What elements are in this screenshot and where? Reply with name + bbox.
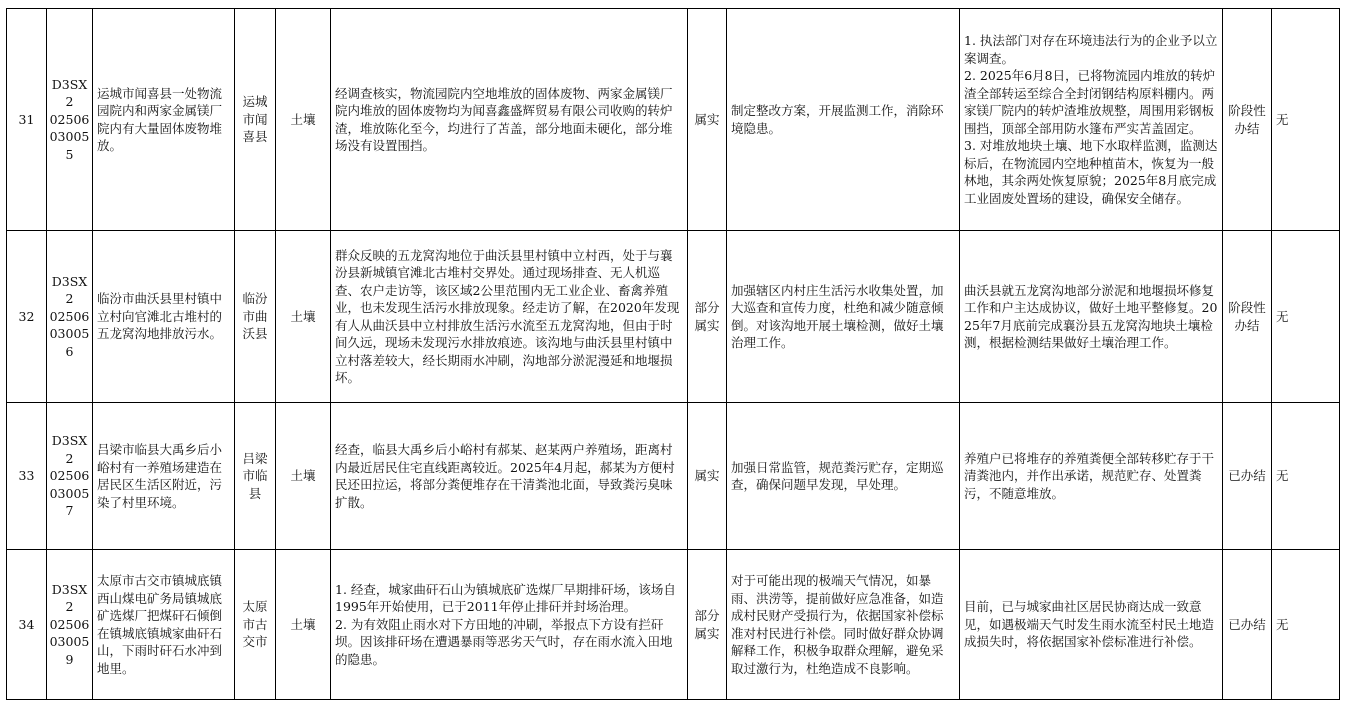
table-row <box>7 231 1340 403</box>
verification-verdict: 属实 <box>688 9 727 231</box>
completion-status: 阶段性办结 <box>1223 9 1272 231</box>
rectification-plan: 对于可能出现的极端天气情况，如暴雨、洪涝等，提前做好应急准备，如造成村民财产受损行为，依据国家补偿标准对村民进行补偿。同时做好群众协调解释工作，积极争取群众理解，避免采取过激行为，杜绝造成不良影响。 <box>727 550 960 700</box>
rectification-progress: 1. 执法部门对存在环境违法行为的企业予以立案调查。 2. 2025年6月8日，已将物流园内堆放的转炉渣全部转运至综合全封闭钢结构原料棚内。两家镁厂院内的转炉渣堆放规整，周围用彩钢板围挡，顶部全部用防水篷布严实苫盖固定。 3. 对堆放地块土壤、地下水取样监测，监测达标后，在物流园内空地种植苗木，恢复为一般林地，其余两处恢复原貌；2025年8月底完成工业固废处置场的建设，确保安全储存。 <box>960 9 1223 231</box>
inspection-table <box>6 8 1340 700</box>
location: 吕梁市临县 <box>235 403 276 550</box>
rectification-plan: 制定整改方案，开展监测工作，消除环境隐患。 <box>727 9 960 231</box>
case-code: D3SX2 02506 03005 5 <box>47 9 93 231</box>
issue-description: 临汾市曲沃县里村镇中立村向官滩北古堆村的五龙窝沟地排放污水。 <box>93 231 235 403</box>
verification-verdict: 部分属实 <box>688 550 727 700</box>
investigation-result: 群众反映的五龙窝沟地位于曲沃县里村镇中立村西，处于与襄汾县新城镇官滩北古堆村交界处。通过现场排查、无人机巡查、农户走访等，该区域2公里范围内无工业企业、畜禽养殖业，也未发现生活污水排放现象。经走访了解，在2020年发现有人从曲沃县中立村排放生活污水流至五龙窝沟地，但由于时间久远，现场未发现污水排放痕迹。该沟地与曲沃县里村镇中立村落差较大，经长期雨水冲刷，沟地部分淤泥漫延和地堰损坏。 <box>331 231 688 403</box>
verification-verdict: 属实 <box>688 403 727 550</box>
pollution-type: 土壤 <box>276 403 331 550</box>
case-code: D3SX2 02506 03005 7 <box>47 403 93 550</box>
case-code: D3SX2 02506 03005 9 <box>47 550 93 700</box>
issue-description: 运城市闻喜县一处物流园院内和两家金属镁厂院内有大量固体废物堆放。 <box>93 9 235 231</box>
row-number: 33 <box>7 403 47 550</box>
table-row <box>7 403 1340 550</box>
row-number: 34 <box>7 550 47 700</box>
investigation-result: 1. 经查，城家曲矸石山为镇城底矿选煤厂早期排矸场，该场自1995年开始使用，已于2011年停止排矸并封场治理。 2. 为有效阻止雨水对下方田地的冲刷，举报点下方设有拦矸坝。因该排矸场在遭遇暴雨等恶劣天气时，存在雨水流入田地的隐患。 <box>331 550 688 700</box>
rectification-progress: 养殖户已将堆存的养殖粪便全部转移贮存于干清粪池内，并作出承诺，规范贮存、处置粪污，不随意堆放。 <box>960 403 1223 550</box>
location: 太原市古交市 <box>235 550 276 700</box>
table-row <box>7 550 1340 700</box>
row-number: 31 <box>7 9 47 231</box>
rectification-plan: 加强日常监管，规范粪污贮存，定期巡查，确保问题早发现，早处理。 <box>727 403 960 550</box>
pollution-type: 土壤 <box>276 231 331 403</box>
rectification-progress: 曲沃县就五龙窝沟地部分淤泥和地堰损坏修复工作和户主达成协议，做好土地平整修复。2025年7月底前完成襄汾县五龙窝沟地块土壤检测，根据检测结果做好土壤治理工作。 <box>960 231 1223 403</box>
rectification-progress: 目前，已与城家曲社区居民协商达成一致意见，如遇极端天气时发生雨水流至村民土地造成损失时，将依据国家补偿标准进行补偿。 <box>960 550 1223 700</box>
accountability: 无 <box>1272 9 1340 231</box>
completion-status: 已办结 <box>1223 550 1272 700</box>
rectification-plan: 加强辖区内村庄生活污水收集处置，加大巡查和宣传力度，杜绝和减少随意倾倒。对该沟地开展土壤检测，做好土壤治理工作。 <box>727 231 960 403</box>
issue-description: 吕梁市临县大禹乡后小峪村有一养殖场建造在居民区生活区附近，污染了村里环境。 <box>93 403 235 550</box>
issue-description: 太原市古交市镇城底镇西山煤电矿务局镇城底矿选煤厂把煤矸石倾倒在镇城底镇城家曲矸石山，下雨时矸石水冲到地里。 <box>93 550 235 700</box>
location: 运城市闻喜县 <box>235 9 276 231</box>
completion-status: 阶段性办结 <box>1223 231 1272 403</box>
row-number: 32 <box>7 231 47 403</box>
pollution-type: 土壤 <box>276 550 331 700</box>
accountability: 无 <box>1272 403 1340 550</box>
table-row <box>7 9 1340 231</box>
location: 临汾市曲沃县 <box>235 231 276 403</box>
accountability: 无 <box>1272 231 1340 403</box>
verification-verdict: 部分属实 <box>688 231 727 403</box>
pollution-type: 土壤 <box>276 9 331 231</box>
case-code: D3SX2 02506 03005 6 <box>47 231 93 403</box>
completion-status: 已办结 <box>1223 403 1272 550</box>
investigation-result: 经调查核实，物流园院内空地堆放的固体废物、两家金属镁厂院内堆放的固体废物均为闻喜鑫盛辉贸易有限公司收购的转炉渣，堆放陈化至今，均进行了苫盖，部分地面未硬化，部分堆场没有设置围挡。 <box>331 9 688 231</box>
accountability: 无 <box>1272 550 1340 700</box>
investigation-result: 经查，临县大禹乡后小峪村有郝某、赵某两户养殖场，距离村内最近居民住宅直线距离较近。2025年4月起，郝某为方便村民还田拉运，将部分粪便堆存在干清粪池北面，导致粪污臭味扩散。 <box>331 403 688 550</box>
